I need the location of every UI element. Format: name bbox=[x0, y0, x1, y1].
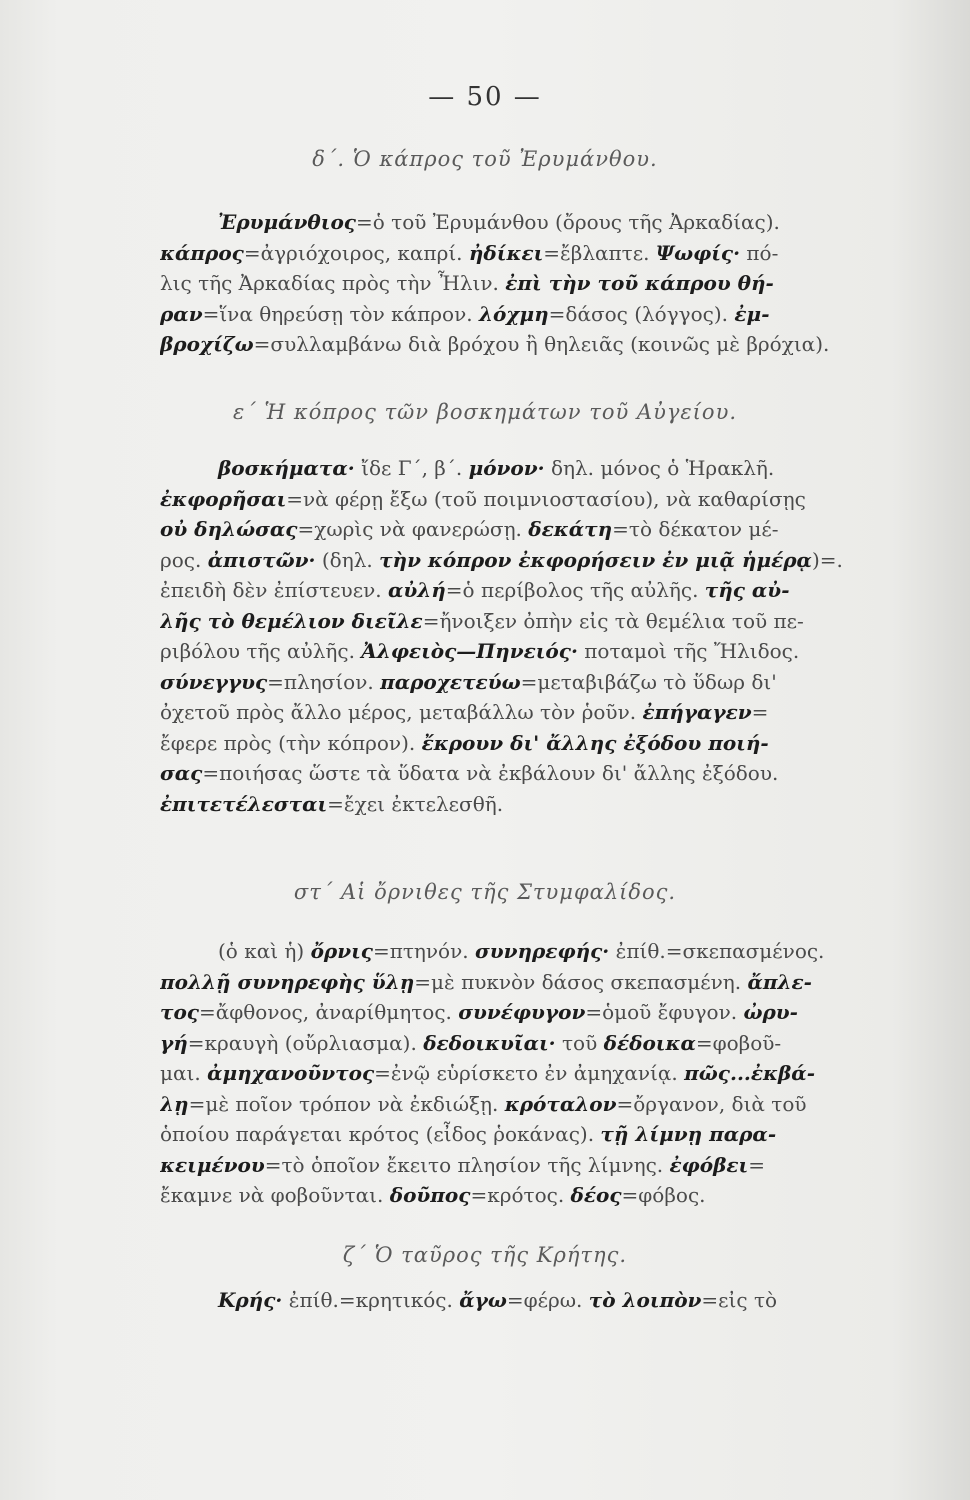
glossary-line bbox=[160, 1150, 905, 1181]
glossary-definition: )=. bbox=[811, 547, 843, 572]
glossary-term: μόνον· bbox=[468, 456, 545, 480]
glossary-term: πολλῇ συνηρεφὴς ὕλῃ bbox=[160, 969, 415, 994]
glossary-definition: =τὸ δέκατον μέ- bbox=[612, 517, 779, 541]
glossary-definition: ἔφερε πρὸς (τὴν κόπρον). bbox=[160, 730, 422, 755]
glossary-definition: =ὄργανον, διὰ τοῦ bbox=[616, 1091, 807, 1116]
glossary-term: συνηρεφής· bbox=[474, 939, 610, 963]
glossary-term: ἐπιτετέλεσται bbox=[160, 791, 328, 816]
glossary-term: ἐπήγαγεν bbox=[642, 700, 752, 724]
glossary-term: κάπρος bbox=[160, 240, 244, 265]
glossary-definition: πό- bbox=[740, 240, 779, 265]
glossary-definition: (ὁ καὶ ἡ) bbox=[218, 939, 311, 963]
glossary-definition: =ἔχει ἐκτελεσθῆ. bbox=[327, 791, 504, 816]
glossary-line bbox=[160, 606, 905, 637]
glossary-term: ὄρνις bbox=[310, 939, 373, 963]
glossary-definition: ἐπειδὴ δὲν ἐπίστευεν. bbox=[160, 578, 388, 602]
glossary-line bbox=[160, 484, 905, 515]
glossary-term: συνέφυγον bbox=[458, 1000, 586, 1024]
glossary-definition: =κραυγὴ (οὔρλιασμα). bbox=[187, 1030, 424, 1055]
glossary-definition: λις τῆς Ἀρκαδίας πρὸς τὴν Ἦλιν. bbox=[160, 271, 506, 295]
glossary-definition: =εἰς τὸ bbox=[701, 1288, 778, 1312]
glossary-line bbox=[160, 1285, 905, 1316]
glossary-line bbox=[160, 697, 905, 728]
glossary-definition: ρος. bbox=[160, 547, 208, 572]
section-zeta-glossary bbox=[160, 1285, 905, 1316]
glossary-definition: = bbox=[751, 700, 769, 724]
glossary-definition: ἐπίθ.=σκεπασμένος. bbox=[609, 939, 825, 963]
glossary-definition: =ἐνῷ εὑρίσκετο ἐν ἀμηχανίᾳ. bbox=[374, 1061, 685, 1085]
glossary-term: Κρής· bbox=[218, 1288, 283, 1312]
glossary-definition: =νὰ φέρῃ ἔξω (τοῦ ποιμνιοστασίου), νὰ καθαρίσῃς bbox=[286, 486, 806, 511]
glossary-term: οὐ δηλώσας bbox=[160, 517, 298, 541]
glossary-definition: =μὲ ποῖον τρόπον νὰ ἐκδιώξῃ. bbox=[188, 1091, 505, 1116]
glossary-term: Ἀλφειὸς—Πηνειός· bbox=[361, 639, 578, 663]
glossary-term: ἔκρουν δι' ἄλλης ἐξόδου ποιή- bbox=[421, 730, 769, 755]
glossary-line bbox=[160, 636, 905, 667]
glossary-line bbox=[160, 1089, 905, 1120]
glossary-term: δεκάτη bbox=[528, 517, 613, 541]
glossary-term: δέδοικα bbox=[603, 1030, 696, 1055]
glossary-term: γή bbox=[160, 1030, 188, 1055]
glossary-term: βροχίζω bbox=[160, 332, 254, 356]
glossary-definition: =ὁ τοῦ Ἐρυμάνθου (ὄρους τῆς Ἀρκαδίας). bbox=[355, 210, 780, 234]
glossary-definition: =ὁ περίβολος τῆς αὐλῆς. bbox=[445, 578, 705, 602]
glossary-definition: =συλλαμβάνω διὰ βρόχου ἢ θηλειᾶς (κοινῶς μὲ βρόχια). bbox=[253, 332, 830, 356]
section-heading-stigma: στ΄ Αἱ ὄρνιθες τῆς Στυμφαλίδος. bbox=[293, 880, 677, 904]
glossary-term: ραν bbox=[160, 301, 203, 326]
glossary-definition: =μὲ πυκνὸν δάσος σκεπασμένη. bbox=[414, 969, 748, 994]
glossary-line bbox=[160, 967, 905, 998]
glossary-line bbox=[160, 545, 905, 576]
glossary-term: τος bbox=[160, 1000, 199, 1024]
page-number: — 50 — bbox=[428, 82, 542, 112]
glossary-definition: =ἤνοιξεν ὀπὴν εἰς τὰ θεμέλια τοῦ πε- bbox=[422, 608, 804, 633]
glossary-definition: = bbox=[748, 1152, 765, 1177]
glossary-line bbox=[160, 575, 905, 606]
glossary-line bbox=[160, 514, 905, 545]
glossary-term: βοσκήματα· bbox=[218, 456, 355, 480]
glossary-line bbox=[160, 329, 905, 360]
glossary-definition: ποταμοὶ τῆς Ἤλιδος. bbox=[577, 639, 800, 663]
glossary-term: τὴν κόπρον ἐκφορήσειν ἐν μιᾷ ἡμέρᾳ bbox=[379, 547, 812, 572]
glossary-line bbox=[160, 207, 905, 238]
glossary-line bbox=[160, 299, 905, 330]
glossary-term: λόχμη bbox=[478, 301, 549, 326]
glossary-line bbox=[160, 1028, 905, 1059]
glossary-term: αὐλή bbox=[387, 578, 446, 602]
glossary-line bbox=[160, 997, 905, 1028]
glossary-definition: =φέρω. bbox=[506, 1288, 589, 1312]
glossary-definition: ριβόλου τῆς αὐλῆς. bbox=[160, 639, 362, 663]
glossary-term: ἀπιστῶν· bbox=[207, 547, 316, 572]
glossary-definition: =ποιήσας ὥστε τὰ ὕδατα νὰ ἐκβάλουν δι' ἄλλης ἐξόδου. bbox=[202, 761, 779, 785]
glossary-term: ἄγω bbox=[459, 1288, 507, 1312]
glossary-definition: =χωρὶς νὰ φανερώσῃ. bbox=[297, 517, 529, 541]
glossary-term: δεδοικυῖαι· bbox=[423, 1030, 556, 1055]
glossary-definition: ἔκαμνε νὰ φοβοῦνται. bbox=[160, 1183, 390, 1207]
section-heading-delta: δ΄. Ὁ κάπρος τοῦ Ἐρυμάνθου. bbox=[312, 147, 658, 171]
glossary-line bbox=[160, 453, 905, 484]
glossary-definition: ἐπίθ.=κρητικός. bbox=[282, 1288, 460, 1312]
glossary-term: λῆς τὸ θεμέλιον διεῖλε bbox=[160, 608, 423, 633]
glossary-line bbox=[160, 667, 905, 698]
glossary-term: πῶς...ἐκβά- bbox=[684, 1061, 815, 1085]
glossary-term: σύνεγγυς bbox=[160, 669, 268, 694]
glossary-definition: ὁποίου παράγεται κρότος (εἶδος ῥοκάνας). bbox=[160, 1122, 601, 1146]
section-epsilon-glossary bbox=[160, 453, 905, 819]
glossary-term: κρόταλον bbox=[504, 1091, 617, 1116]
glossary-term: ἐμ- bbox=[734, 301, 770, 326]
glossary-term: Ἐρυμάνθιος bbox=[218, 210, 356, 234]
glossary-term: κειμένου bbox=[160, 1152, 265, 1177]
glossary-line bbox=[160, 1119, 905, 1150]
glossary-term: ἄπλε- bbox=[747, 969, 812, 994]
glossary-line bbox=[160, 1180, 905, 1211]
glossary-definition: τοῦ bbox=[555, 1030, 604, 1055]
glossary-term: ἠδίκει bbox=[468, 240, 544, 265]
glossary-line bbox=[160, 936, 905, 967]
glossary-term: ἀμηχανοῦντος bbox=[207, 1061, 375, 1085]
glossary-definition: =φόβος. bbox=[621, 1183, 706, 1207]
glossary-definition: =φοβοῦ- bbox=[695, 1030, 782, 1055]
glossary-definition: =ἵνα θηρεύσῃ τὸν κάπρον. bbox=[202, 301, 479, 326]
section-delta-glossary bbox=[160, 207, 905, 360]
glossary-line bbox=[160, 789, 905, 820]
glossary-definition: =μεταβιβάζω τὸ ὕδωρ δι' bbox=[520, 669, 777, 694]
glossary-definition: δηλ. μόνος ὁ Ἡρακλῆ. bbox=[544, 456, 775, 480]
glossary-line bbox=[160, 728, 905, 759]
glossary-line bbox=[160, 1058, 905, 1089]
glossary-definition: =τὸ ὁποῖον ἔκειτο πλησίον τῆς λίμνης. bbox=[264, 1152, 670, 1177]
glossary-line bbox=[160, 758, 905, 789]
glossary-definition: ἴδε Γ΄, β΄. bbox=[354, 456, 469, 480]
glossary-definition: μαι. bbox=[160, 1061, 208, 1085]
glossary-term: ἐφόβει bbox=[669, 1152, 749, 1177]
glossary-term: λῃ bbox=[160, 1091, 189, 1116]
glossary-term: ὠρυ- bbox=[743, 1000, 798, 1024]
glossary-term: τῇ λίμνῃ παρα- bbox=[600, 1122, 777, 1146]
glossary-definition: =ὁμοῦ ἔφυγον. bbox=[585, 1000, 744, 1024]
section-heading-epsilon: ε΄ Ἡ κόπρος τῶν βοσκημάτων τοῦ Αὐγείου. bbox=[232, 400, 738, 424]
glossary-definition: =πλησίον. bbox=[267, 669, 381, 694]
glossary-definition: =ἀγριόχοιρος, καπρί. bbox=[243, 240, 469, 265]
section-heading-zeta: ζ΄ Ὁ ταῦρος τῆς Κρήτης. bbox=[342, 1243, 628, 1267]
glossary-definition: (δηλ. bbox=[315, 547, 380, 572]
glossary-term: ἐκφορῆσαι bbox=[160, 486, 287, 511]
glossary-definition: ὀχετοῦ πρὸς ἄλλο μέρος, μεταβάλλω τὸν ῥοῦν. bbox=[160, 700, 643, 724]
glossary-term: τῆς αὐ- bbox=[704, 578, 790, 602]
glossary-definition: =ἄφθονος, ἀναρίθμητος. bbox=[198, 1000, 459, 1024]
section-stigma-glossary bbox=[160, 936, 905, 1211]
glossary-term: Ψωφίς· bbox=[655, 240, 741, 265]
glossary-line bbox=[160, 238, 905, 269]
glossary-definition: =κρότος. bbox=[470, 1183, 571, 1207]
glossary-term: παροχετεύω bbox=[380, 669, 521, 694]
glossary-term: δοῦπος bbox=[389, 1183, 471, 1207]
glossary-term: ἐπὶ τὴν τοῦ κάπρου θή- bbox=[505, 271, 774, 295]
glossary-definition: =ἔβλαπτε. bbox=[543, 240, 656, 265]
glossary-term: σας bbox=[160, 761, 203, 785]
glossary-definition: =δάσος (λόγγος). bbox=[548, 301, 735, 326]
glossary-definition: =πτηνόν. bbox=[372, 939, 475, 963]
glossary-term: δέος bbox=[570, 1183, 622, 1207]
glossary-line bbox=[160, 268, 905, 299]
glossary-term: τὸ λοιπὸν bbox=[588, 1288, 702, 1312]
